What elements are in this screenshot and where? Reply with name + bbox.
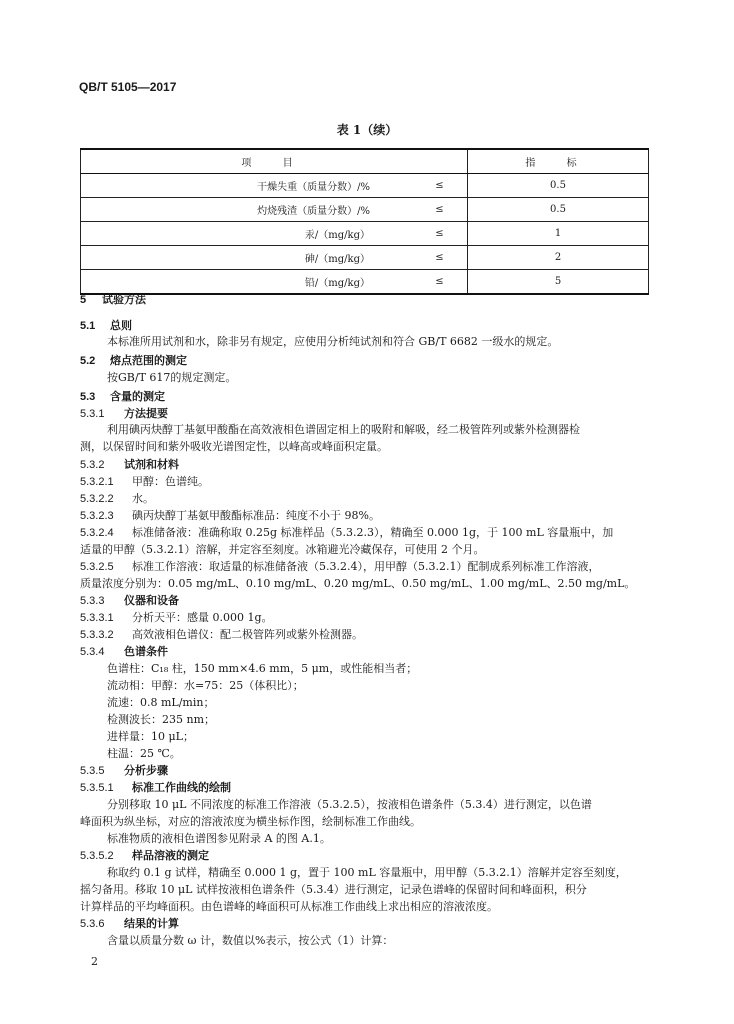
section-heading: 5.3.6 结果的计算 <box>80 917 179 930</box>
row-comparator: ≤ <box>412 246 468 270</box>
row-item: 灼烧残渣（质量分数）/% <box>81 198 413 222</box>
standard-code: QB/T 5105—2017 <box>79 80 177 94</box>
list-item: 5.3.2.3 碘丙炔醇丁基氨甲酸酯标准品：纯度不小于 98%。 <box>80 509 380 522</box>
row-item: 砷/（mg/kg） <box>81 246 413 270</box>
row-value: 1 <box>468 222 649 246</box>
list-item: 5.3.2.1 甲醇：色谱纯。 <box>80 475 209 488</box>
table-row <box>81 246 649 270</box>
spec-table <box>80 148 649 295</box>
table-row <box>81 270 649 295</box>
paragraph: 计算样品的平均峰面积。由色谱峰的峰面积可从标准工作曲线上求出相应的溶液浓度。 <box>80 900 498 913</box>
section-heading: 5.2 熔点范围的测定 <box>80 354 187 367</box>
list-item: 5.3.2.2 水。 <box>80 492 154 505</box>
row-value: 0.5 <box>468 198 649 222</box>
row-comparator: ≤ <box>412 198 468 222</box>
condition-line: 进样量：10 μL； <box>107 730 194 743</box>
page-number: 2 <box>91 955 98 968</box>
section-heading: 5.1 总则 <box>80 319 132 332</box>
section-heading: 5 试验方法 <box>80 293 146 306</box>
row-item: 干燥失重（质量分数）/% <box>81 174 413 198</box>
section-heading: 5.3.4 色谱条件 <box>80 645 168 658</box>
row-value: 5 <box>468 270 649 295</box>
condition-line: 流速：0.8 mL/min； <box>107 696 215 709</box>
section-heading: 5.3.3 仪器和设备 <box>80 594 179 607</box>
section-heading: 5.3.5 分析步骤 <box>80 764 168 777</box>
condition-line: 柱温：25 ℃。 <box>107 747 181 760</box>
paragraph: 峰面积为纵坐标，对应的溶液浓度为横坐标作图，绘制标准工作曲线。 <box>80 815 421 828</box>
list-item: 5.3.2.4 标准储备液：准确称取 0.25g 标准样品（5.3.2.3），精确至 0.000 1g，于 100 mL 容量瓶中，加 <box>80 526 614 539</box>
paragraph: 标准物质的液相色谱图参见附录 A 的图 A.1。 <box>107 832 331 845</box>
table-header-row <box>81 149 649 174</box>
row-comparator: ≤ <box>412 174 468 198</box>
table-row <box>81 174 649 198</box>
condition-line: 色谱柱：C₁₈ 柱，150 mm×4.6 mm，5 μm，或性能相当者； <box>107 662 418 675</box>
list-item: 5.3.3.1 分析天平：感量 0.000 1g。 <box>80 611 273 624</box>
paragraph: 含量以质量分数 ω 计，数值以%表示，按公式（1）计算： <box>107 934 394 947</box>
paragraph: 称取约 0.1 g 试样，精确至 0.000 1 g，置于 100 mL 容量瓶中，用甲醇（5.3.2.1）溶解并定容至刻度， <box>107 866 627 879</box>
col-header-value: 指 标 <box>468 149 649 174</box>
section-heading: 5.3.5.2 样品溶液的测定 <box>80 849 209 862</box>
table-row <box>81 198 649 222</box>
section-heading: 5.3.1 方法提要 <box>80 407 168 420</box>
condition-line: 检测波长：235 nm； <box>107 713 216 726</box>
row-value: 2 <box>468 246 649 270</box>
paragraph: 测，以保留时间和紫外吸收光谱图定性，以峰高或峰面积定量。 <box>80 440 388 453</box>
paragraph: 按GB/T 617的规定测定。 <box>107 371 237 384</box>
paragraph: 分别移取 10 μL 不同浓度的标准工作溶液（5.3.2.5），按液相色谱条件（5.3.4）进行测定，以色谱 <box>107 798 592 811</box>
row-item: 铅/（mg/kg） <box>81 270 413 295</box>
row-comparator: ≤ <box>412 222 468 246</box>
table-caption: 表 1（续） <box>336 123 398 137</box>
row-comparator: ≤ <box>412 270 468 295</box>
list-item: 5.3.3.2 高效液相色谱仪：配二极管阵列或紫外检测器。 <box>80 628 363 641</box>
section-heading: 5.3 含量的测定 <box>80 390 165 403</box>
section-heading: 5.3.2 试剂和材料 <box>80 458 179 471</box>
list-item: 5.3.2.5 标准工作溶液：取适量的标准储备液（5.3.2.4），用甲醇（5.3.2.1）配制成系列标准工作溶液， <box>80 560 600 573</box>
section-heading: 5.3.5.1 标准工作曲线的绘制 <box>80 781 231 794</box>
condition-line: 流动相：甲醇：水=75：25（体积比）； <box>107 679 304 692</box>
row-value: 0.5 <box>468 174 649 198</box>
table-row <box>81 222 649 246</box>
paragraph: 摇匀备用。移取 10 μL 试样按液相色谱条件（5.3.4）进行测定，记录色谱峰的保留时间和峰面积，积分 <box>80 883 587 896</box>
col-header-item: 项 目 <box>81 149 468 174</box>
paragraph: 质量浓度分别为：0.05 mg/mL、0.10 mg/mL、0.20 mg/mL、0.50 mg/mL、1.00 mg/mL、2.50 mg/mL。 <box>80 577 636 590</box>
row-item: 汞/（mg/kg） <box>81 222 413 246</box>
paragraph: 适量的甲醇（5.3.2.1）溶解，并定容至刻度。冰箱避光冷藏保存，可使用 2 个月。 <box>80 543 485 556</box>
paragraph: 利用碘丙炔醇丁基氨甲酸酯在高效液相色谱固定相上的吸附和解吸，经二极管阵列或紫外检测器检 <box>107 423 580 436</box>
paragraph: 本标准所用试剂和水，除非另有规定，应使用分析纯试剂和符合 GB/T 6682 一级水的规定。 <box>107 335 559 348</box>
